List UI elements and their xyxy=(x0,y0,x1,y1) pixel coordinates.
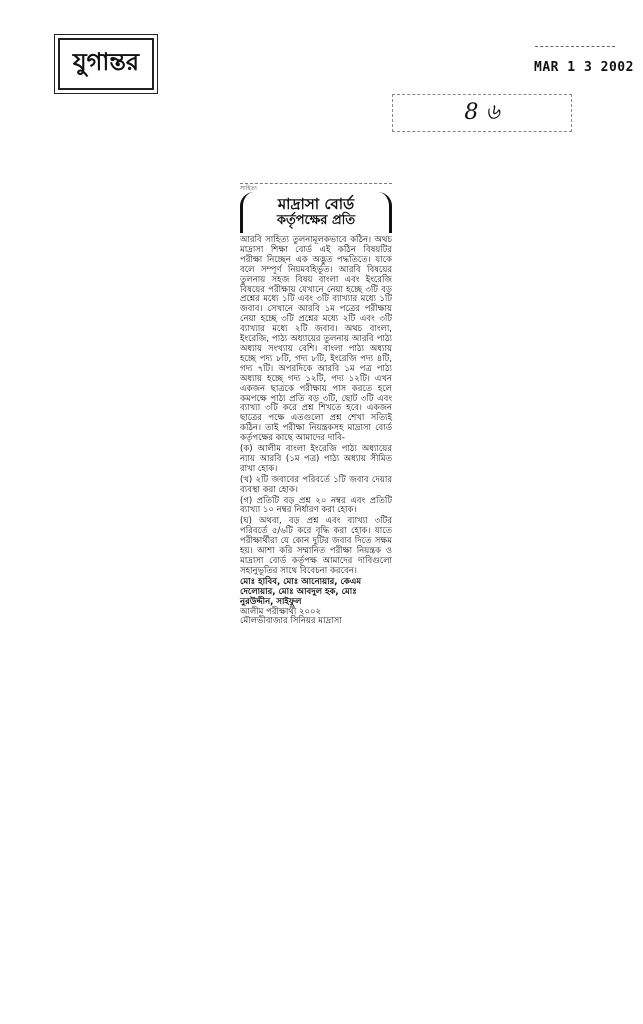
headline-box xyxy=(240,192,392,233)
newspaper-masthead-stamp xyxy=(58,38,154,90)
demand-item: (ক) আলীম বাংলা ইংরেজি পাঠ্য অধ্যায়ের ন্যায় আরবি (১ম পত্র) পাঠ্য অধ্যায় সীমিত রাখা হোক। xyxy=(240,444,392,474)
headline: মাদ্রাসা বোর্ড xyxy=(277,195,355,213)
newspaper-clipping xyxy=(240,183,392,707)
subheadline: কর্তৃপক্ষের প্রতি xyxy=(276,213,356,228)
signers: মোঃ হাবিব, মোঃ আনোয়ার, কেএম দেলোয়ার, মোঃ আবদুল হক, মোঃ নুরউদ্দীন, সাইফুল xyxy=(240,576,362,607)
clipping-kicker: সাহিত্য xyxy=(240,183,392,192)
date-stamp: MAR 1 3 2002 xyxy=(534,60,634,75)
body-paragraph: আরবি সাহিত্য তুলনামূলকভাবে কঠিন। অথচ মাদ্রাসা শিক্ষা বোর্ড এই কঠিন বিষয়টির পরীক্ষা নিচ্ছেন এক অদ্ভুত পদ্ধতিতে। যাকে বলে সম্পূর্ণ নিয়মবহির্ভূত। আরবি বিষয়ের তুলনায় সহজ বিষয় বাংলা এবং ইংরেজি বিষয়ের পরীক্ষায় যেখানে নেয়া হচ্ছে ৩টি বড় প্রশ্নের মধ্যে ১টি এবং ৩টি ব্যাখ্যার মধ্যে ১টি জবাব। সেখানে আরবি ১ম পত্রের পরীক্ষায় নেয়া হচ্ছে ৩টি প্রশ্নের মধ্যে ২টি এবং ৩টি ব্যাখ্যার মধ্যে ২টি জবাব। অথচ বাংলা, ইংরেজি, পাঠ্য অধ্যায়ের তুলনায় আরবি পাঠ্য অধ্যায় সংখ্যায় বেশি। বাংলা পাঠ্য অধ্যায় হচ্ছে পদ্য ৮টি, গদ্য ৮টি, ইংরেজি পদ্য ৪টি, গদ্য ৭টি। অপরদিকে আরবি ১ম পত্র পাঠ্য অধ্যায় হচ্ছে গদ্য ১২টি, পদ্য ১২টি। এখন একজন ছাত্রকে পরীক্ষায় পাস করতে হলে কমপক্ষে পাঠ্য প্রতি বড় ৩টি, ছোট ৩টি এবং ব্যাখ্যা ৩টি করে প্রশ্ন শিখতে হবে। একজন ছাত্রের পক্ষে এতগুলো প্রশ্ন শেখা সত্যিই কঠিন। তাই পরীক্ষা নিয়ন্ত্রকসহ মাদ্রাসা বোর্ড কর্তৃপক্ষের কাছে আমাদের দাবি- xyxy=(240,235,392,444)
signer-place: মৌলভীবাজার সিনিয়র মাদ্রাসা xyxy=(240,616,342,627)
signer-role: আলীম পরীক্ষার্থী ২০০২ xyxy=(240,606,322,617)
demand-item: (গ) প্রতিটি বড় প্রশ্ন ২০ নম্বর এবং প্রতিটি ব্যাখ্যা ১০ নম্বর নির্ধারণ করা হোক। xyxy=(240,495,392,516)
demand-item: (ঘ) অথবা, বড় প্রশ্ন এবং ব্যাখ্যা ৩টির পরিবর্তে ৫/৬টি করে বৃদ্ধি করা হোক। যাতে পরীক্ষার্থীরা যে কোন দুটির জবাব দিতে সক্ষম হয়। আশা করি সম্মানিত পরীক্ষা নিয়ন্ত্রক ও মাদ্রাসা বোর্ড কর্তৃপক্ষ আমাদের দাবিগুলো সহানুভূতির সাথে বিবেচনা করবেন। xyxy=(240,516,392,576)
masthead-text: যুগান্তর xyxy=(72,48,140,76)
demand-item: (খ) ২টি জবাবের পরিবর্তে ১টি জবাব দেয়ার ব্যবস্থা করা হোক। xyxy=(240,474,392,495)
date-dash-line xyxy=(535,46,615,47)
reference-number: 8 ৬ xyxy=(464,99,500,125)
reference-number-box xyxy=(392,94,572,132)
